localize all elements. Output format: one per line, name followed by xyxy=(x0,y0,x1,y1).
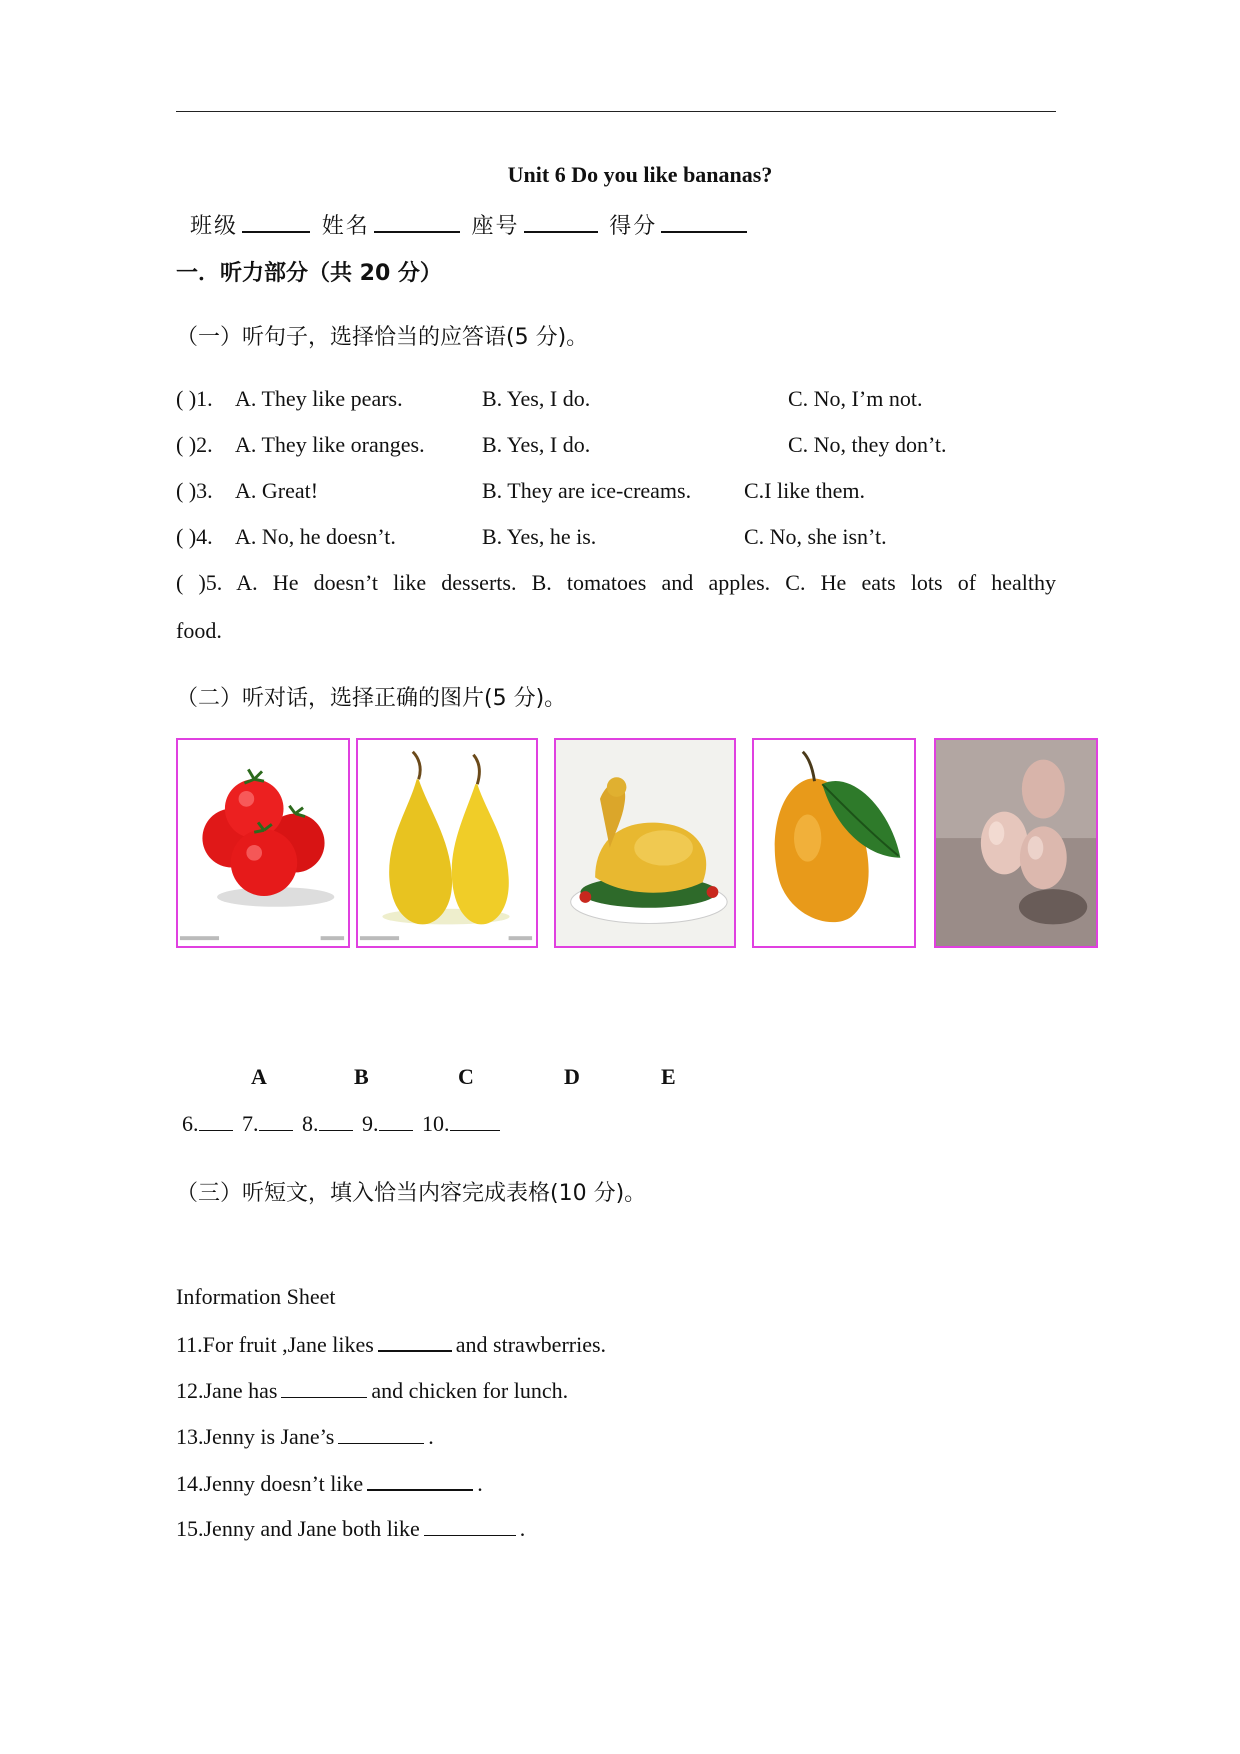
fill-item-13 xyxy=(176,1423,434,1450)
item-12-prompt: 12.Jane has xyxy=(176,1378,278,1403)
worksheet-title: Unit 6 Do you like bananas? xyxy=(507,162,773,187)
answer-7-blank[interactable] xyxy=(259,1110,293,1131)
item-13-suffix: . xyxy=(428,1424,434,1449)
score-label: 得分 xyxy=(609,214,658,239)
answer-9-blank[interactable] xyxy=(379,1110,413,1131)
section-heading-listening: 一．听力部分（共 20 分） xyxy=(176,261,442,286)
question-5-line1: ( )5. A. He doesn’t like desserts. B. tomatoes and apples. C. He eats lots of healthy xyxy=(176,570,1056,595)
picture-letter-a: A xyxy=(251,1064,267,1089)
picture-letter-b: B xyxy=(354,1064,369,1089)
eggs-image xyxy=(934,738,1098,948)
question-3-option-c: C.I like them. xyxy=(744,478,865,503)
part3-heading: （三）听短文，填入恰当内容完成表格(10 分)。 xyxy=(176,1181,647,1206)
score-blank[interactable] xyxy=(661,207,747,233)
answer-8-label: 8. xyxy=(302,1111,319,1136)
part1-heading: （一）听句子，选择恰当的应答语(5 分)。 xyxy=(176,325,589,350)
answer-10-blank[interactable] xyxy=(450,1110,500,1131)
item-14-blank[interactable] xyxy=(367,1469,473,1491)
question-1-number: ( )1. xyxy=(176,386,213,411)
class-blank[interactable] xyxy=(242,207,310,233)
question-4-option-b: B. Yes, he is. xyxy=(482,524,597,549)
answer-7-label: 7. xyxy=(242,1111,259,1136)
pears-image xyxy=(356,738,538,948)
question-2-option-c: C. No, they don’t. xyxy=(788,432,947,457)
item-11-blank[interactable] xyxy=(378,1330,452,1352)
question-1-option-c: C. No, I’m not. xyxy=(788,386,923,411)
fill-item-12 xyxy=(176,1377,568,1404)
roast-chicken-image xyxy=(554,738,736,948)
seat-label: 座号 xyxy=(471,214,520,239)
question-1-option-a: A. They like pears. xyxy=(235,386,403,411)
question-3-number: ( )3. xyxy=(176,478,213,503)
item-15-prompt: 15.Jenny and Jane both like xyxy=(176,1516,420,1541)
question-2-number: ( )2. xyxy=(176,432,213,457)
name-label: 姓名 xyxy=(321,214,370,239)
question-4-option-a: A. No, he doesn’t. xyxy=(235,524,396,549)
seat-blank[interactable] xyxy=(524,207,598,233)
answer-8-blank[interactable] xyxy=(319,1110,353,1131)
item-12-blank[interactable] xyxy=(281,1377,367,1398)
part2-heading: （二）听对话，选择正确的图片(5 分)。 xyxy=(176,686,567,711)
information-sheet-title: Information Sheet xyxy=(176,1284,336,1309)
answer-6-blank[interactable] xyxy=(199,1110,233,1131)
fill-item-11 xyxy=(176,1330,606,1358)
picture-answer-line xyxy=(182,1110,504,1137)
question-2-option-a: A. They like oranges. xyxy=(235,432,425,457)
item-15-blank[interactable] xyxy=(424,1515,516,1536)
picture-letter-c: C xyxy=(458,1064,474,1089)
question-4-option-c: C. No, she isn’t. xyxy=(744,524,887,549)
fill-item-14 xyxy=(176,1469,483,1497)
answer-10-label: 10. xyxy=(422,1111,450,1136)
item-11-prompt: 11.For fruit ,Jane likes xyxy=(176,1332,374,1357)
tomatoes-image xyxy=(176,738,350,948)
student-info-fields xyxy=(190,207,753,240)
question-4-number: ( )4. xyxy=(176,524,213,549)
item-13-blank[interactable] xyxy=(338,1423,424,1444)
orange-image xyxy=(752,738,916,948)
item-14-suffix: . xyxy=(477,1471,483,1496)
item-11-suffix: and strawberries. xyxy=(455,1332,607,1357)
item-13-prompt: 13.Jenny is Jane’s xyxy=(176,1424,335,1449)
picture-letter-e: E xyxy=(661,1064,676,1089)
question-5-line2: food. xyxy=(176,618,222,643)
header-rule xyxy=(176,111,1056,112)
class-label: 班级 xyxy=(190,214,239,239)
answer-6-label: 6. xyxy=(182,1111,199,1136)
fill-item-15 xyxy=(176,1515,525,1542)
question-3-option-b: B. They are ice-creams. xyxy=(482,478,692,503)
question-3-option-a: A. Great! xyxy=(235,478,319,503)
name-blank[interactable] xyxy=(374,207,460,233)
item-12-suffix: and chicken for lunch. xyxy=(371,1378,569,1403)
answer-9-label: 9. xyxy=(362,1111,379,1136)
item-15-suffix: . xyxy=(519,1516,526,1541)
item-14-prompt: 14.Jenny doesn’t like xyxy=(176,1471,364,1496)
question-1-option-b: B. Yes, I do. xyxy=(482,386,591,411)
question-2-option-b: B. Yes, I do. xyxy=(482,432,591,457)
picture-letter-d: D xyxy=(564,1064,580,1089)
